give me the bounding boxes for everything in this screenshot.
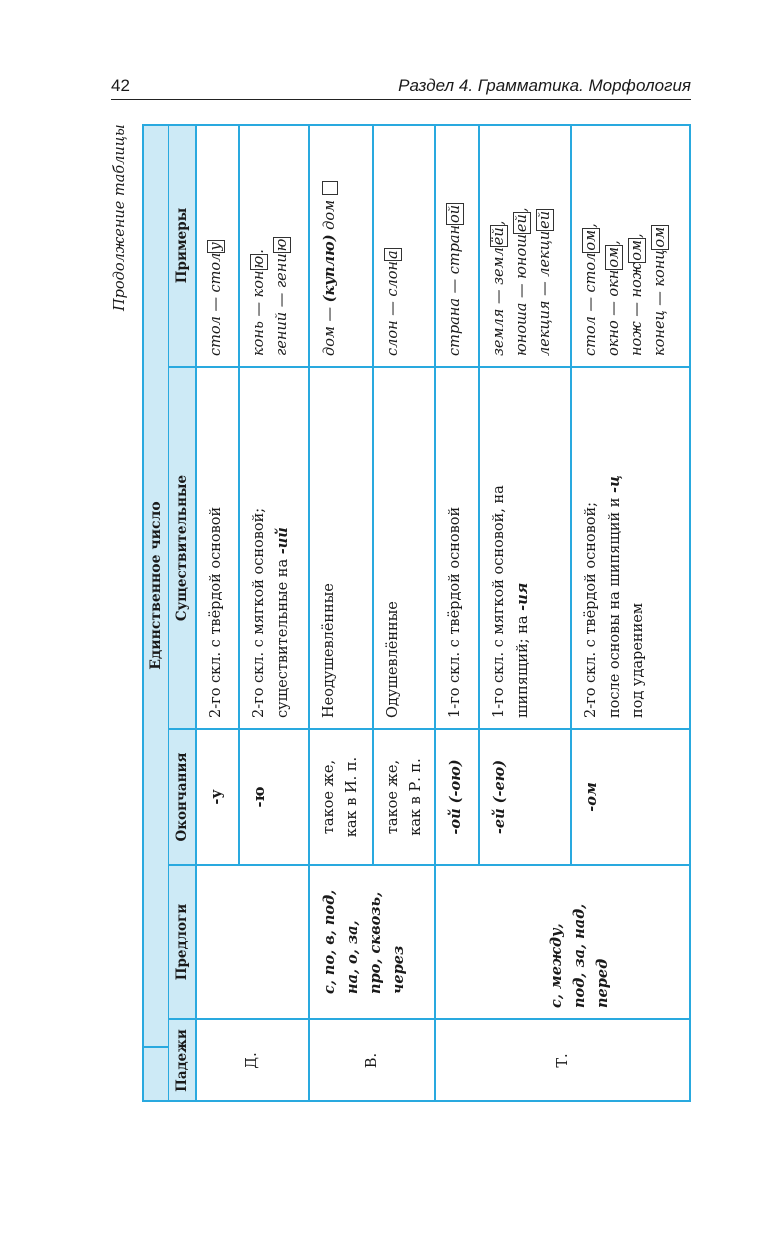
ending-box: ей — [537, 210, 553, 229]
noun-text: Одушевлённые — [385, 601, 401, 718]
example-text: лекция — лекци — [537, 230, 553, 356]
noun-text: 2-го скл. с твёрдой основой — [208, 506, 224, 718]
noun-text: шипящий; на — [515, 610, 531, 718]
example-text: стол — стол — [208, 252, 224, 356]
preposition-line: на, о, за, — [344, 920, 361, 994]
example-accusative-2 — [373, 124, 435, 367]
punct: , — [491, 220, 507, 226]
noun-dative-1 — [196, 367, 239, 729]
ending-instrumental-2 — [479, 729, 571, 865]
noun-text: под ударением — [630, 602, 646, 718]
example-text: нож — нож — [629, 262, 645, 356]
noun-suffix: -ий — [274, 527, 291, 555]
ending-dative-1 — [196, 729, 239, 865]
header-endings: Окончания — [168, 729, 196, 865]
ending-accusative-1 — [309, 729, 373, 865]
noun-instrumental-3 — [571, 367, 691, 729]
ending-box: ом — [629, 239, 645, 261]
header-singular: Единственное число — [142, 124, 170, 1047]
ending-text: -ю — [251, 786, 268, 808]
preposition-line: с, по, в, под, — [321, 889, 338, 994]
example-text: земля — земл — [491, 247, 507, 356]
noun-text: 1-го скл. с мягкой основой, на — [491, 485, 507, 718]
ending-box: ом — [652, 226, 668, 248]
grammar-table-rotated — [142, 124, 691, 1102]
ending-box: ей — [514, 214, 530, 233]
example-text: слон — слон — [385, 261, 401, 356]
noun-instrumental-2 — [479, 367, 571, 729]
header-rule — [111, 99, 691, 100]
ending-box: ом — [583, 229, 599, 251]
example-dative-2 — [239, 124, 309, 367]
example-text: гений — гени — [274, 253, 290, 356]
ending-box: а — [385, 250, 401, 259]
noun-text: Неодушевлённые — [321, 583, 337, 718]
ending-text: как в И. п. — [344, 756, 360, 838]
punct: . — [251, 249, 267, 254]
noun-text: 2-го скл. с твёрдой основой; — [583, 501, 599, 718]
prepositions-instrumental — [435, 865, 691, 1019]
punct: , — [629, 233, 645, 238]
noun-text: 1-го скл. с твёрдой основой — [447, 506, 463, 718]
ending-box: ом — [606, 246, 622, 268]
example-instrumental-3 — [571, 124, 691, 367]
table-continuation-label: Продолжение таблицы — [112, 124, 128, 311]
ending-text: -ей (-ею) — [491, 759, 508, 835]
page-number: 42 — [111, 76, 130, 95]
ending-box: ой — [447, 204, 463, 223]
ending-box: у — [208, 242, 224, 251]
case-accusative — [309, 1019, 435, 1102]
prepositions-dative — [196, 865, 309, 1019]
ending-accusative-2 — [373, 729, 435, 865]
preposition-line: про, сквозь, — [367, 891, 384, 994]
example-text: конец — конц — [652, 249, 668, 356]
example-text: конь — кон — [251, 270, 267, 356]
punct: , — [606, 240, 622, 245]
example-text: окно — окн — [606, 269, 622, 356]
ending-text: такое же, — [385, 759, 401, 835]
punct: , — [583, 223, 599, 228]
ending-box: ю — [251, 255, 267, 269]
example-text: юноша — юнош — [514, 234, 530, 356]
header-nouns: Существительные — [168, 367, 196, 729]
ending-box: ёй — [491, 227, 507, 246]
case-label: Д. — [244, 1052, 260, 1069]
case-dative — [196, 1019, 309, 1102]
ending-text: -у — [208, 789, 225, 805]
noun-suffix: -ия — [514, 582, 531, 611]
example-text: дом — — [322, 302, 338, 356]
example-text: дом — [322, 195, 338, 235]
preposition-line: перед — [593, 958, 611, 1008]
example-text: страна — стран — [447, 224, 463, 356]
ending-instrumental-3 — [571, 729, 691, 865]
noun-accusative-1 — [309, 367, 373, 729]
preposition-line: с, между, — [547, 923, 565, 1008]
preposition-line: под, за, над, — [570, 903, 588, 1008]
empty-ending-box — [322, 181, 338, 195]
ending-box: ю — [274, 238, 290, 252]
ending-text: как в Р. п. — [408, 758, 424, 836]
example-text: стол — стол — [583, 252, 599, 356]
punct: , — [514, 207, 530, 213]
example-instrumental-1 — [435, 124, 479, 367]
noun-text: существительные на — [275, 554, 291, 718]
grammar-table — [142, 124, 691, 1102]
header-examples: Примеры — [168, 124, 196, 367]
example-accusative-1 — [309, 124, 373, 367]
header-cases: Падежи — [168, 1019, 196, 1102]
preposition-line: через — [390, 945, 407, 994]
ending-text: -ом — [583, 782, 600, 812]
ending-instrumental-1 — [435, 729, 479, 865]
prepositions-accusative — [309, 865, 435, 1019]
header-prepositions: Предлоги — [168, 865, 196, 1019]
noun-accusative-2 — [373, 367, 435, 729]
example-bold: (куплю) — [321, 234, 338, 303]
noun-dative-2 — [239, 367, 309, 729]
case-label: В. — [363, 1052, 380, 1069]
noun-suffix: -ц — [606, 475, 623, 493]
noun-text: после основы на шипящий и — [607, 492, 623, 718]
ending-dative-2 — [239, 729, 309, 865]
case-instrumental — [435, 1019, 691, 1102]
ending-text: -ой (-ою) — [447, 759, 464, 835]
section-title: Раздел 4. Грамматика. Морфология — [398, 76, 691, 95]
noun-text: 2-го скл. с мягкой основой; — [251, 507, 267, 718]
noun-instrumental-1 — [435, 367, 479, 729]
ending-text: такое же, — [321, 759, 337, 835]
example-dative-1 — [196, 124, 239, 367]
example-instrumental-2 — [479, 124, 571, 367]
case-label: Т. — [554, 1053, 571, 1068]
